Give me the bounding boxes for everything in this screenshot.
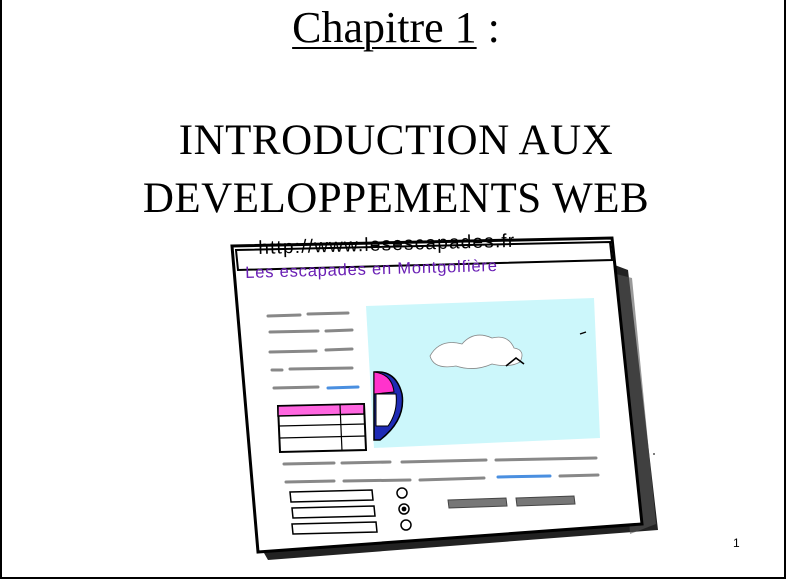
webpage-illustration [230, 234, 660, 564]
form-button-2 [516, 496, 575, 506]
url-text: http://www.lesescapades.fr [258, 230, 516, 259]
page-number: 1 [733, 536, 740, 550]
site-title: Les escapades en Montgolfière [245, 256, 498, 282]
table-header [278, 404, 364, 416]
chapter-title-word: Chapitre 1 [292, 3, 477, 52]
left-link-line [328, 387, 358, 388]
bottom-link-line [498, 476, 550, 477]
chapter-title [2, 2, 788, 53]
heading-line-1: INTRODUCTION AUX [178, 117, 614, 164]
radio-selected-dot [402, 507, 407, 512]
sky-image [366, 298, 600, 448]
form-button-1 [448, 498, 507, 508]
speck [653, 453, 655, 455]
chapter-title-colon: : [476, 3, 500, 52]
form-fields [290, 490, 377, 534]
heading-line-2: DEVELOPPEMENTS WEB [142, 175, 650, 222]
